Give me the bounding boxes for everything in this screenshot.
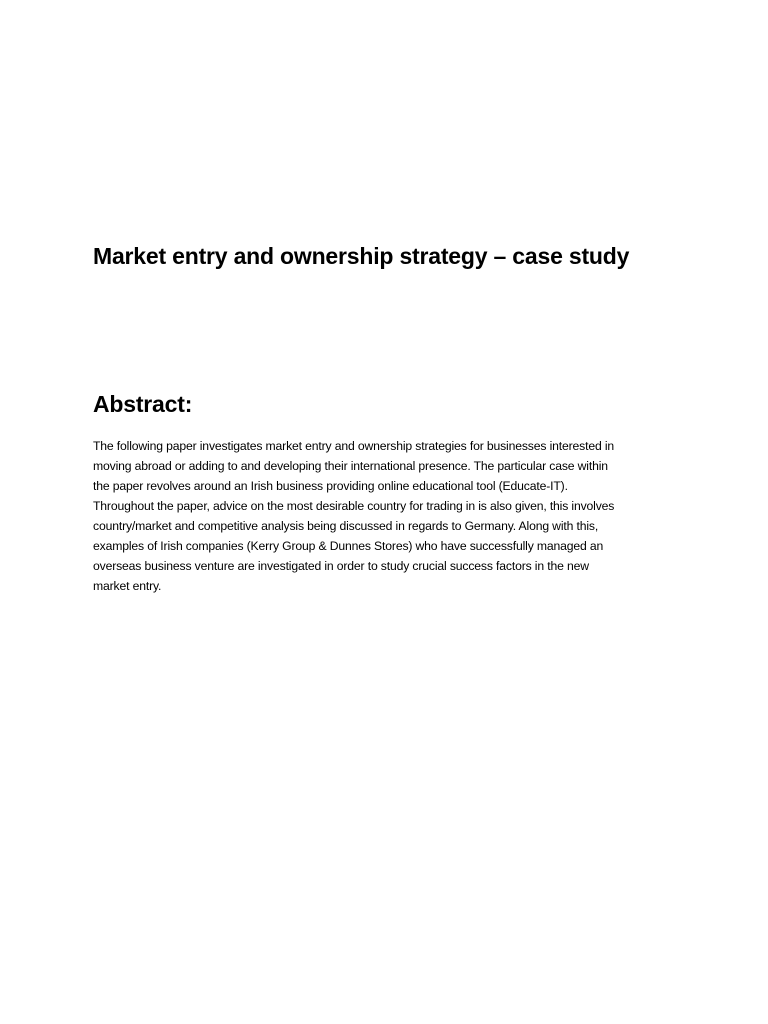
abstract-line: Throughout the paper, advice on the most desirable country for trading in is also given, this involves [93,499,615,513]
abstract-line: moving abroad or adding to and developing their international presence. The particular case within [93,459,608,473]
abstract-line: overseas business venture are investigated in order to study crucial success factors in the new [93,559,589,573]
abstract-heading: Abstract: [93,391,193,417]
abstract-line: examples of Irish companies (Kerry Group & Dunnes Stores) who have successfully managed an [93,539,604,553]
abstract-line: country/market and competitive analysis being discussed in regards to Germany. Along with this, [93,519,599,533]
abstract-line: The following paper investigates market entry and ownership strategies for businesses interested in [93,439,615,453]
abstract-line: market entry. [93,579,162,593]
document-title: Market entry and ownership strategy – case study [93,243,630,269]
abstract-paragraph [93,436,683,596]
abstract-line: the paper revolves around an Irish business providing online educational tool (Educate-IT). [93,479,568,493]
